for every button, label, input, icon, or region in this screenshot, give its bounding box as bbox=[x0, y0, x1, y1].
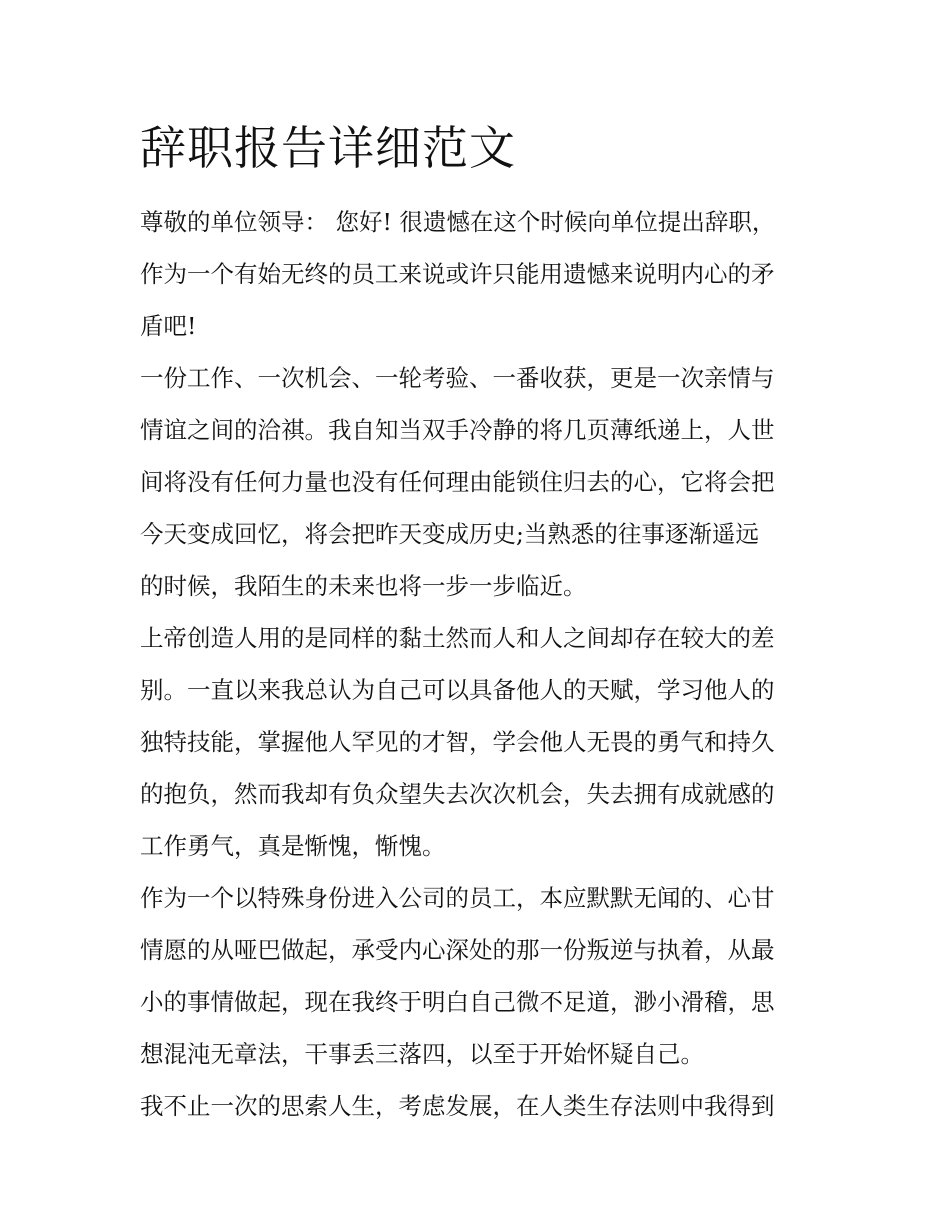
text-line: 作为一个以特殊身份进入公司的员工，本应默默无闻的、心甘 bbox=[140, 884, 775, 912]
text-line: 情愿的从哑巴做起，承受内心深处的那一份叛逆与执着，从最 bbox=[140, 936, 775, 964]
text-line: 盾吧! bbox=[140, 312, 197, 340]
text-line: 的抱负，然而我却有负众望失去次次机会，失去拥有成就感的 bbox=[140, 780, 775, 808]
text-line: 尊敬的单位领导： 您好! 很遗憾在这个时候向单位提出辞职， bbox=[140, 208, 776, 236]
text-line: 别。一直以来我总认为自己可以具备他人的天赋，学习他人的 bbox=[140, 676, 775, 704]
document-title: 辞职报告详细范文 bbox=[140, 121, 516, 175]
text-line: 小的事情做起，现在我终于明白自己微不足道，渺小滑稽，思 bbox=[140, 988, 775, 1016]
text-line: 想混沌无章法，干事丢三落四，以至于开始怀疑自己。 bbox=[140, 1040, 704, 1068]
text-line: 情谊之间的洽祺。我自知当双手冷静的将几页薄纸递上，人世 bbox=[140, 416, 775, 444]
document-body bbox=[140, 200, 820, 1136]
text-line: 独特技能，掌握他人罕见的才智，学会他人无畏的勇气和持久 bbox=[140, 728, 775, 756]
text-line: 的时候，我陌生的未来也将一步一步临近。 bbox=[140, 572, 587, 600]
text-line: 我不止一次的思索人生，考虑发展，在人类生存法则中我得到 bbox=[140, 1092, 775, 1120]
text-line: 今天变成回忆，将会把昨天变成历史;当熟悉的往事逐渐遥远 bbox=[140, 520, 759, 548]
text-line: 上帝创造人用的是同样的黏土然而人和人之间却存在较大的差 bbox=[140, 624, 775, 652]
text-line: 间将没有任何力量也没有任何理由能锁住归去的心，它将会把 bbox=[140, 468, 775, 496]
text-line: 作为一个有始无终的员工来说或许只能用遗憾来说明内心的矛 bbox=[140, 260, 775, 288]
text-line: 工作勇气，真是惭愧，惭愧。 bbox=[140, 832, 446, 860]
text-line: 一份工作、一次机会、一轮考验、一番收获，更是一次亲情与 bbox=[140, 364, 775, 392]
